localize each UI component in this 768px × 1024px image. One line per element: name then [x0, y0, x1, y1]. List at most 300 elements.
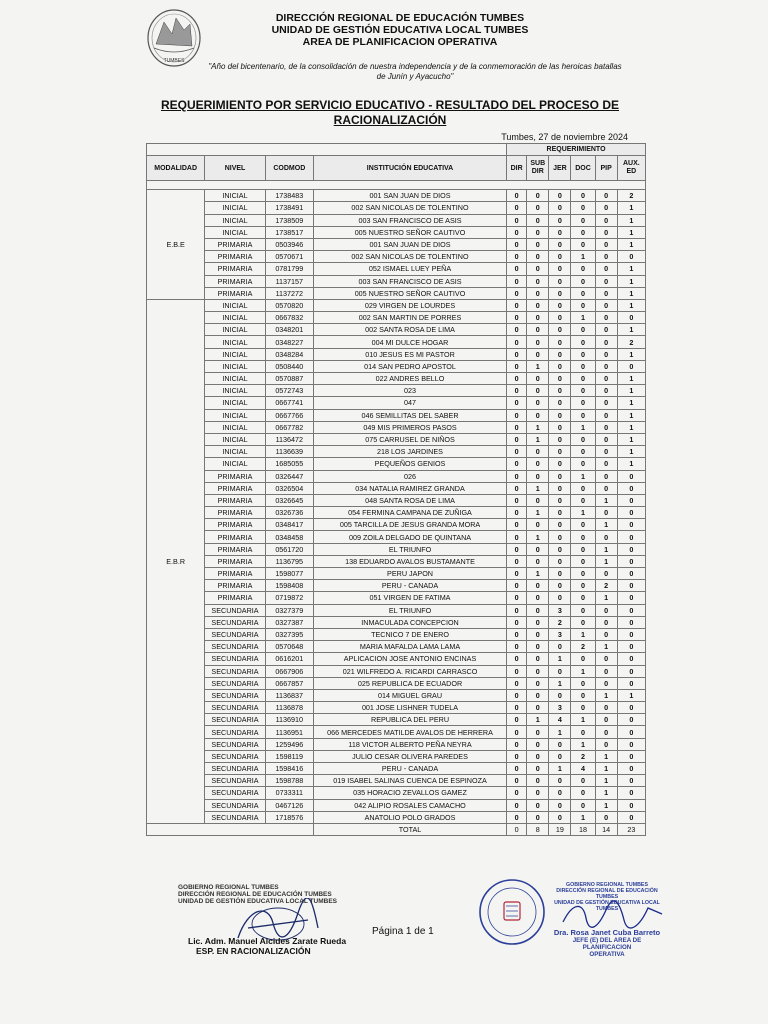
- codmod-cell: 0327379: [265, 604, 313, 616]
- subdir-cell: 1: [527, 482, 549, 494]
- codmod-cell: 1598119: [265, 750, 313, 762]
- nivel-cell: PRIMARIA: [205, 494, 265, 506]
- nivel-cell: INICIAL: [205, 385, 265, 397]
- jer-cell: 0: [549, 446, 571, 458]
- institucion-cell: 009 ZOILA DELGADO DE QUINTANA: [313, 531, 506, 543]
- dir-cell: 0: [507, 470, 527, 482]
- dir-cell: 0: [507, 616, 527, 628]
- nivel-cell: PRIMARIA: [205, 531, 265, 543]
- codmod-cell: 0733311: [265, 787, 313, 799]
- subdir-cell: 0: [527, 287, 549, 299]
- doc-cell: 0: [571, 775, 595, 787]
- jer-cell: 1: [549, 677, 571, 689]
- auxed-cell: 2: [617, 190, 645, 202]
- institucion-cell: 029 VIRGEN DE LOURDES: [313, 299, 506, 311]
- institucion-cell: JULIO CESAR OLIVERA PAREDES: [313, 750, 506, 762]
- subdir-cell: 0: [527, 251, 549, 263]
- jer-cell: 1: [549, 726, 571, 738]
- table-row: [147, 726, 646, 738]
- pip-cell: 0: [595, 568, 617, 580]
- auxed-cell: 0: [617, 580, 645, 592]
- table-row: [147, 519, 646, 531]
- table-row: [147, 507, 646, 519]
- col-subdir: SUB DIR: [527, 156, 549, 181]
- table-row: [147, 689, 646, 701]
- auxed-cell: 0: [617, 592, 645, 604]
- nivel-cell: INICIAL: [205, 348, 265, 360]
- pip-cell: 0: [595, 433, 617, 445]
- doc-cell: 0: [571, 531, 595, 543]
- document-date: Tumbes, 27 de noviembre 2024: [501, 132, 628, 142]
- institucion-cell: 001 SAN JUAN DE DIOS: [313, 190, 506, 202]
- table-row: [147, 677, 646, 689]
- dir-cell: 0: [507, 263, 527, 275]
- modalidad-cell: E.B.R: [147, 299, 205, 823]
- doc-cell: 0: [571, 677, 595, 689]
- pip-cell: 0: [595, 214, 617, 226]
- institucion-cell: 002 SANTA ROSA DE LIMA: [313, 324, 506, 336]
- subdir-cell: 0: [527, 458, 549, 470]
- dir-cell: 0: [507, 446, 527, 458]
- jer-cell: 0: [549, 385, 571, 397]
- jer-cell: 0: [549, 433, 571, 445]
- institucion-cell: PERU - CANADA: [313, 763, 506, 775]
- auxed-cell: 1: [617, 226, 645, 238]
- dir-cell: 0: [507, 763, 527, 775]
- institucion-cell: MARIA MAFALDA LAMA LAMA: [313, 641, 506, 653]
- left-signature-block: [178, 884, 347, 956]
- col-pip: PIP: [595, 156, 617, 181]
- nivel-cell: PRIMARIA: [205, 555, 265, 567]
- col-dir: DIR: [507, 156, 527, 181]
- institucion-cell: INMACULADA CONCEPCION: [313, 616, 506, 628]
- pip-cell: 0: [595, 385, 617, 397]
- nivel-cell: SECUNDARIA: [205, 811, 265, 823]
- jer-cell: 1: [549, 653, 571, 665]
- institucion-cell: 026: [313, 470, 506, 482]
- institucion-cell: 002 SAN NICOLAS DE TOLENTINO: [313, 202, 506, 214]
- codmod-cell: 0667857: [265, 677, 313, 689]
- pip-cell: 0: [595, 702, 617, 714]
- auxed-cell: 0: [617, 470, 645, 482]
- institucion-cell: 034 NATALIA RAMIREZ GRANDA: [313, 482, 506, 494]
- subdir-cell: 1: [527, 360, 549, 372]
- auxed-cell: 0: [617, 616, 645, 628]
- jer-cell: 0: [549, 458, 571, 470]
- institucion-cell: 051 VIRGEN DE FATIMA: [313, 592, 506, 604]
- dir-cell: 0: [507, 714, 527, 726]
- auxed-cell: 1: [617, 421, 645, 433]
- nivel-cell: PRIMARIA: [205, 263, 265, 275]
- jer-cell: 0: [549, 507, 571, 519]
- subdir-cell: 0: [527, 263, 549, 275]
- jer-cell: 0: [549, 397, 571, 409]
- subdir-cell: 0: [527, 190, 549, 202]
- institucion-cell: 047: [313, 397, 506, 409]
- codmod-cell: 0327387: [265, 616, 313, 628]
- dir-cell: 0: [507, 799, 527, 811]
- institucion-cell: 046 SEMILLITAS DEL SABER: [313, 409, 506, 421]
- nivel-cell: PRIMARIA: [205, 507, 265, 519]
- jer-cell: 0: [549, 531, 571, 543]
- doc-cell: 0: [571, 555, 595, 567]
- document-title: REQUERIMIENTO POR SERVICIO EDUCATIVO - RESULTADO DEL PROCESO DE RACIONALIZACIÓN: [160, 98, 620, 127]
- jer-cell: 0: [549, 360, 571, 372]
- nivel-cell: INICIAL: [205, 299, 265, 311]
- institucion-cell: 005 NUESTRO SEÑOR CAUTIVO: [313, 287, 506, 299]
- institucion-cell: PERU - CANADA: [313, 580, 506, 592]
- dir-cell: 0: [507, 726, 527, 738]
- subdir-cell: 1: [527, 433, 549, 445]
- auxed-cell: 0: [617, 360, 645, 372]
- subdir-cell: 0: [527, 580, 549, 592]
- auxed-cell: 1: [617, 373, 645, 385]
- table-row: [147, 775, 646, 787]
- pip-cell: 1: [595, 592, 617, 604]
- doc-cell: 1: [571, 507, 595, 519]
- nivel-cell: SECUNDARIA: [205, 641, 265, 653]
- subdir-cell: 0: [527, 689, 549, 701]
- auxed-cell: 1: [617, 238, 645, 250]
- auxed-cell: 1: [617, 275, 645, 287]
- table-row: [147, 799, 646, 811]
- jer-cell: 0: [549, 799, 571, 811]
- institucion-cell: TECNICO 7 DE ENERO: [313, 628, 506, 640]
- nivel-cell: SECUNDARIA: [205, 738, 265, 750]
- auxed-cell: 2: [617, 336, 645, 348]
- codmod-cell: 0667741: [265, 397, 313, 409]
- subdir-cell: 0: [527, 543, 549, 555]
- table-row: [147, 348, 646, 360]
- nivel-cell: PRIMARIA: [205, 238, 265, 250]
- jer-cell: 0: [549, 324, 571, 336]
- auxed-cell: 1: [617, 433, 645, 445]
- svg-text:TUMBES: TUMBES: [163, 58, 185, 64]
- institucion-cell: 138 EDUARDO AVALOS BUSTAMANTE: [313, 555, 506, 567]
- official-round-stamp: [478, 878, 546, 946]
- doc-cell: 1: [571, 312, 595, 324]
- institucion-cell: 042 ALIPIO ROSALES CAMACHO: [313, 799, 506, 811]
- jer-cell: 0: [549, 738, 571, 750]
- codmod-cell: 0570887: [265, 373, 313, 385]
- codmod-cell: 1738509: [265, 214, 313, 226]
- nivel-cell: INICIAL: [205, 373, 265, 385]
- subdir-cell: 0: [527, 312, 549, 324]
- pip-cell: 0: [595, 665, 617, 677]
- codmod-cell: 1598788: [265, 775, 313, 787]
- auxed-cell: 0: [617, 628, 645, 640]
- jer-cell: 0: [549, 568, 571, 580]
- jer-cell: 0: [549, 543, 571, 555]
- auxed-cell: 0: [617, 531, 645, 543]
- codmod-cell: 0326736: [265, 507, 313, 519]
- col-modalidad: MODALIDAD: [147, 156, 205, 181]
- pip-cell: 0: [595, 226, 617, 238]
- institucion-cell: EL TRIUNFO: [313, 543, 506, 555]
- subdir-cell: 0: [527, 519, 549, 531]
- doc-cell: 0: [571, 385, 595, 397]
- institucion-cell: 054 FERMINA CAMPANA DE ZUÑIGA: [313, 507, 506, 519]
- doc-cell: 0: [571, 689, 595, 701]
- table-row: [147, 616, 646, 628]
- auxed-cell: 1: [617, 385, 645, 397]
- subdir-cell: 0: [527, 555, 549, 567]
- jer-cell: 0: [549, 421, 571, 433]
- doc-cell: 0: [571, 458, 595, 470]
- institucion-cell: 001 SAN JUAN DE DIOS: [313, 238, 506, 250]
- pip-cell: 0: [595, 299, 617, 311]
- subdir-cell: 0: [527, 702, 549, 714]
- dir-cell: 0: [507, 592, 527, 604]
- nivel-cell: INICIAL: [205, 312, 265, 324]
- dir-cell: 0: [507, 214, 527, 226]
- nivel-cell: SECUNDARIA: [205, 775, 265, 787]
- right-handwritten-signature: [558, 900, 668, 930]
- year-motto: "Año del bicentenario, de la consolidación de nuestra independencia y de la conmemoración de las heroicas batallas de Junín y Ayacucho": [208, 62, 622, 81]
- dir-cell: 0: [507, 275, 527, 287]
- table-row: [147, 202, 646, 214]
- auxed-cell: 0: [617, 763, 645, 775]
- codmod-cell: 0348284: [265, 348, 313, 360]
- codmod-cell: 0327395: [265, 628, 313, 640]
- pip-cell: 0: [595, 482, 617, 494]
- institucion-cell: 004 MI DULCE HOGAR: [313, 336, 506, 348]
- dir-cell: 0: [507, 738, 527, 750]
- total-pip: 14: [595, 823, 617, 835]
- jer-cell: 0: [549, 482, 571, 494]
- dir-cell: 0: [507, 641, 527, 653]
- dir-cell: 0: [507, 811, 527, 823]
- table-row: [147, 385, 646, 397]
- table-row: [147, 299, 646, 311]
- jer-cell: 0: [549, 665, 571, 677]
- left-stamp-line-2: DIRECCIÓN REGIONAL DE EDUCACIÓN TUMBES: [178, 891, 332, 898]
- doc-cell: 0: [571, 482, 595, 494]
- dir-cell: 0: [507, 628, 527, 640]
- institucion-cell: 005 NUESTRO SEÑOR CAUTIVO: [313, 226, 506, 238]
- pip-cell: 2: [595, 580, 617, 592]
- jer-cell: 0: [549, 226, 571, 238]
- auxed-cell: 0: [617, 738, 645, 750]
- subdir-cell: 0: [527, 409, 549, 421]
- jer-cell: 0: [549, 238, 571, 250]
- pip-cell: 1: [595, 775, 617, 787]
- jer-cell: 0: [549, 787, 571, 799]
- table-row: [147, 787, 646, 799]
- nivel-cell: PRIMARIA: [205, 592, 265, 604]
- dir-cell: 0: [507, 677, 527, 689]
- codmod-cell: 0667766: [265, 409, 313, 421]
- dir-cell: 0: [507, 238, 527, 250]
- codmod-cell: 0570820: [265, 299, 313, 311]
- doc-cell: 0: [571, 433, 595, 445]
- dir-cell: 0: [507, 373, 527, 385]
- subdir-cell: 0: [527, 299, 549, 311]
- total-jer: 19: [549, 823, 571, 835]
- table-row: [147, 324, 646, 336]
- dir-cell: 0: [507, 689, 527, 701]
- subdir-cell: 0: [527, 324, 549, 336]
- pip-cell: 0: [595, 202, 617, 214]
- institucion-cell: APLICACION JOSE ANTONIO ENCINAS: [313, 653, 506, 665]
- subdir-cell: 0: [527, 726, 549, 738]
- table-row: [147, 373, 646, 385]
- auxed-cell: 0: [617, 251, 645, 263]
- header-line-ugel: UNIDAD DE GESTIÓN EDUCATIVA LOCAL TUMBES: [271, 24, 529, 36]
- nivel-cell: INICIAL: [205, 324, 265, 336]
- doc-cell: 0: [571, 373, 595, 385]
- dir-cell: 0: [507, 775, 527, 787]
- doc-cell: 1: [571, 470, 595, 482]
- codmod-cell: 0781799: [265, 263, 313, 275]
- auxed-cell: 0: [617, 714, 645, 726]
- col-institucion: INSTITUCIÓN EDUCATIVA: [313, 156, 506, 181]
- auxed-cell: 1: [617, 458, 645, 470]
- codmod-cell: 1136795: [265, 555, 313, 567]
- doc-cell: 0: [571, 214, 595, 226]
- dir-cell: 0: [507, 409, 527, 421]
- pip-cell: 0: [595, 446, 617, 458]
- total-dir: 0: [507, 823, 527, 835]
- doc-cell: 0: [571, 263, 595, 275]
- auxed-cell: 1: [617, 689, 645, 701]
- doc-cell: 0: [571, 336, 595, 348]
- pip-cell: 0: [595, 336, 617, 348]
- doc-cell: 0: [571, 616, 595, 628]
- doc-cell: 0: [571, 580, 595, 592]
- pip-cell: 0: [595, 263, 617, 275]
- jer-cell: 0: [549, 299, 571, 311]
- table-row: [147, 482, 646, 494]
- auxed-cell: 0: [617, 665, 645, 677]
- doc-cell: 0: [571, 324, 595, 336]
- dir-cell: 0: [507, 568, 527, 580]
- table-row: [147, 811, 646, 823]
- pip-cell: 0: [595, 373, 617, 385]
- dir-cell: 0: [507, 360, 527, 372]
- doc-cell: 0: [571, 397, 595, 409]
- dir-cell: 0: [507, 336, 527, 348]
- auxed-cell: 0: [617, 641, 645, 653]
- dir-cell: 0: [507, 750, 527, 762]
- auxed-cell: 1: [617, 214, 645, 226]
- doc-cell: 0: [571, 799, 595, 811]
- institucion-cell: 048 SANTA ROSA DE LIMA: [313, 494, 506, 506]
- nivel-cell: SECUNDARIA: [205, 726, 265, 738]
- codmod-cell: 0616201: [265, 653, 313, 665]
- pip-cell: 0: [595, 312, 617, 324]
- table-row: [147, 580, 646, 592]
- dir-cell: 0: [507, 385, 527, 397]
- institucion-cell: ANATOLIO POLO GRADOS: [313, 811, 506, 823]
- institucion-cell: 019 ISABEL SALINAS CUENCA DE ESPINOZA: [313, 775, 506, 787]
- dir-cell: 0: [507, 482, 527, 494]
- jer-cell: 3: [549, 604, 571, 616]
- requirements-table: [146, 143, 646, 836]
- institucion-cell: 001 JOSE LISHNER TUDELA: [313, 702, 506, 714]
- dir-cell: 0: [507, 531, 527, 543]
- jer-cell: 0: [549, 190, 571, 202]
- jer-cell: 0: [549, 494, 571, 506]
- nivel-cell: INICIAL: [205, 446, 265, 458]
- auxed-cell: 0: [617, 555, 645, 567]
- right-stamp-line-1: GOBIERNO REGIONAL TUMBES: [565, 882, 648, 888]
- table-row: [147, 543, 646, 555]
- subdir-cell: 0: [527, 616, 549, 628]
- total-label: TOTAL: [313, 823, 506, 835]
- doc-cell: 1: [571, 738, 595, 750]
- pip-cell: 0: [595, 458, 617, 470]
- pip-cell: 1: [595, 763, 617, 775]
- auxed-cell: 0: [617, 482, 645, 494]
- table-row: [147, 421, 646, 433]
- pip-cell: 1: [595, 555, 617, 567]
- col-nivel: NIVEL: [205, 156, 265, 181]
- table-row: [147, 665, 646, 677]
- codmod-cell: 1136878: [265, 702, 313, 714]
- codmod-cell: 1738517: [265, 226, 313, 238]
- subdir-cell: 0: [527, 665, 549, 677]
- subdir-cell: 0: [527, 494, 549, 506]
- doc-cell: 2: [571, 750, 595, 762]
- dir-cell: 0: [507, 665, 527, 677]
- doc-cell: 0: [571, 568, 595, 580]
- total-auxed: 23: [617, 823, 645, 835]
- doc-cell: 0: [571, 348, 595, 360]
- doc-cell: 1: [571, 421, 595, 433]
- pip-cell: 1: [595, 543, 617, 555]
- table-body: [147, 190, 646, 824]
- institucion-cell: 003 SAN FRANCISCO DE ASIS: [313, 275, 506, 287]
- codmod-cell: 0348201: [265, 324, 313, 336]
- institucion-cell: 014 MIGUEL GRAU: [313, 689, 506, 701]
- dir-cell: 0: [507, 287, 527, 299]
- subdir-cell: 1: [527, 421, 549, 433]
- institucion-cell: 049 MIS PRIMEROS PASOS: [313, 421, 506, 433]
- auxed-cell: 0: [617, 519, 645, 531]
- institucion-cell: 010 JESUS ES MI PASTOR: [313, 348, 506, 360]
- subdir-cell: 0: [527, 775, 549, 787]
- doc-cell: 0: [571, 190, 595, 202]
- table-row: [147, 628, 646, 640]
- jer-cell: 0: [549, 580, 571, 592]
- nivel-cell: SECUNDARIA: [205, 689, 265, 701]
- subdir-cell: 0: [527, 336, 549, 348]
- pip-cell: 0: [595, 251, 617, 263]
- codmod-cell: 1137272: [265, 287, 313, 299]
- subdir-cell: 0: [527, 641, 549, 653]
- codmod-cell: 1738491: [265, 202, 313, 214]
- table-row: [147, 641, 646, 653]
- auxed-cell: 0: [617, 543, 645, 555]
- institucion-cell: 021 WILFREDO A. RICARDI CARRASCO: [313, 665, 506, 677]
- jer-cell: 1: [549, 763, 571, 775]
- auxed-cell: 0: [617, 775, 645, 787]
- doc-cell: 4: [571, 763, 595, 775]
- subdir-cell: 0: [527, 604, 549, 616]
- doc-cell: 1: [571, 811, 595, 823]
- jer-cell: 0: [549, 312, 571, 324]
- col-jer: JER: [549, 156, 571, 181]
- codmod-cell: 1598416: [265, 763, 313, 775]
- codmod-cell: 0348458: [265, 531, 313, 543]
- table-row: [147, 531, 646, 543]
- jer-cell: 3: [549, 628, 571, 640]
- institucion-cell: 118 VICTOR ALBERTO PEÑA NEYRA: [313, 738, 506, 750]
- nivel-cell: INICIAL: [205, 190, 265, 202]
- table-row: [147, 446, 646, 458]
- subdir-cell: 0: [527, 470, 549, 482]
